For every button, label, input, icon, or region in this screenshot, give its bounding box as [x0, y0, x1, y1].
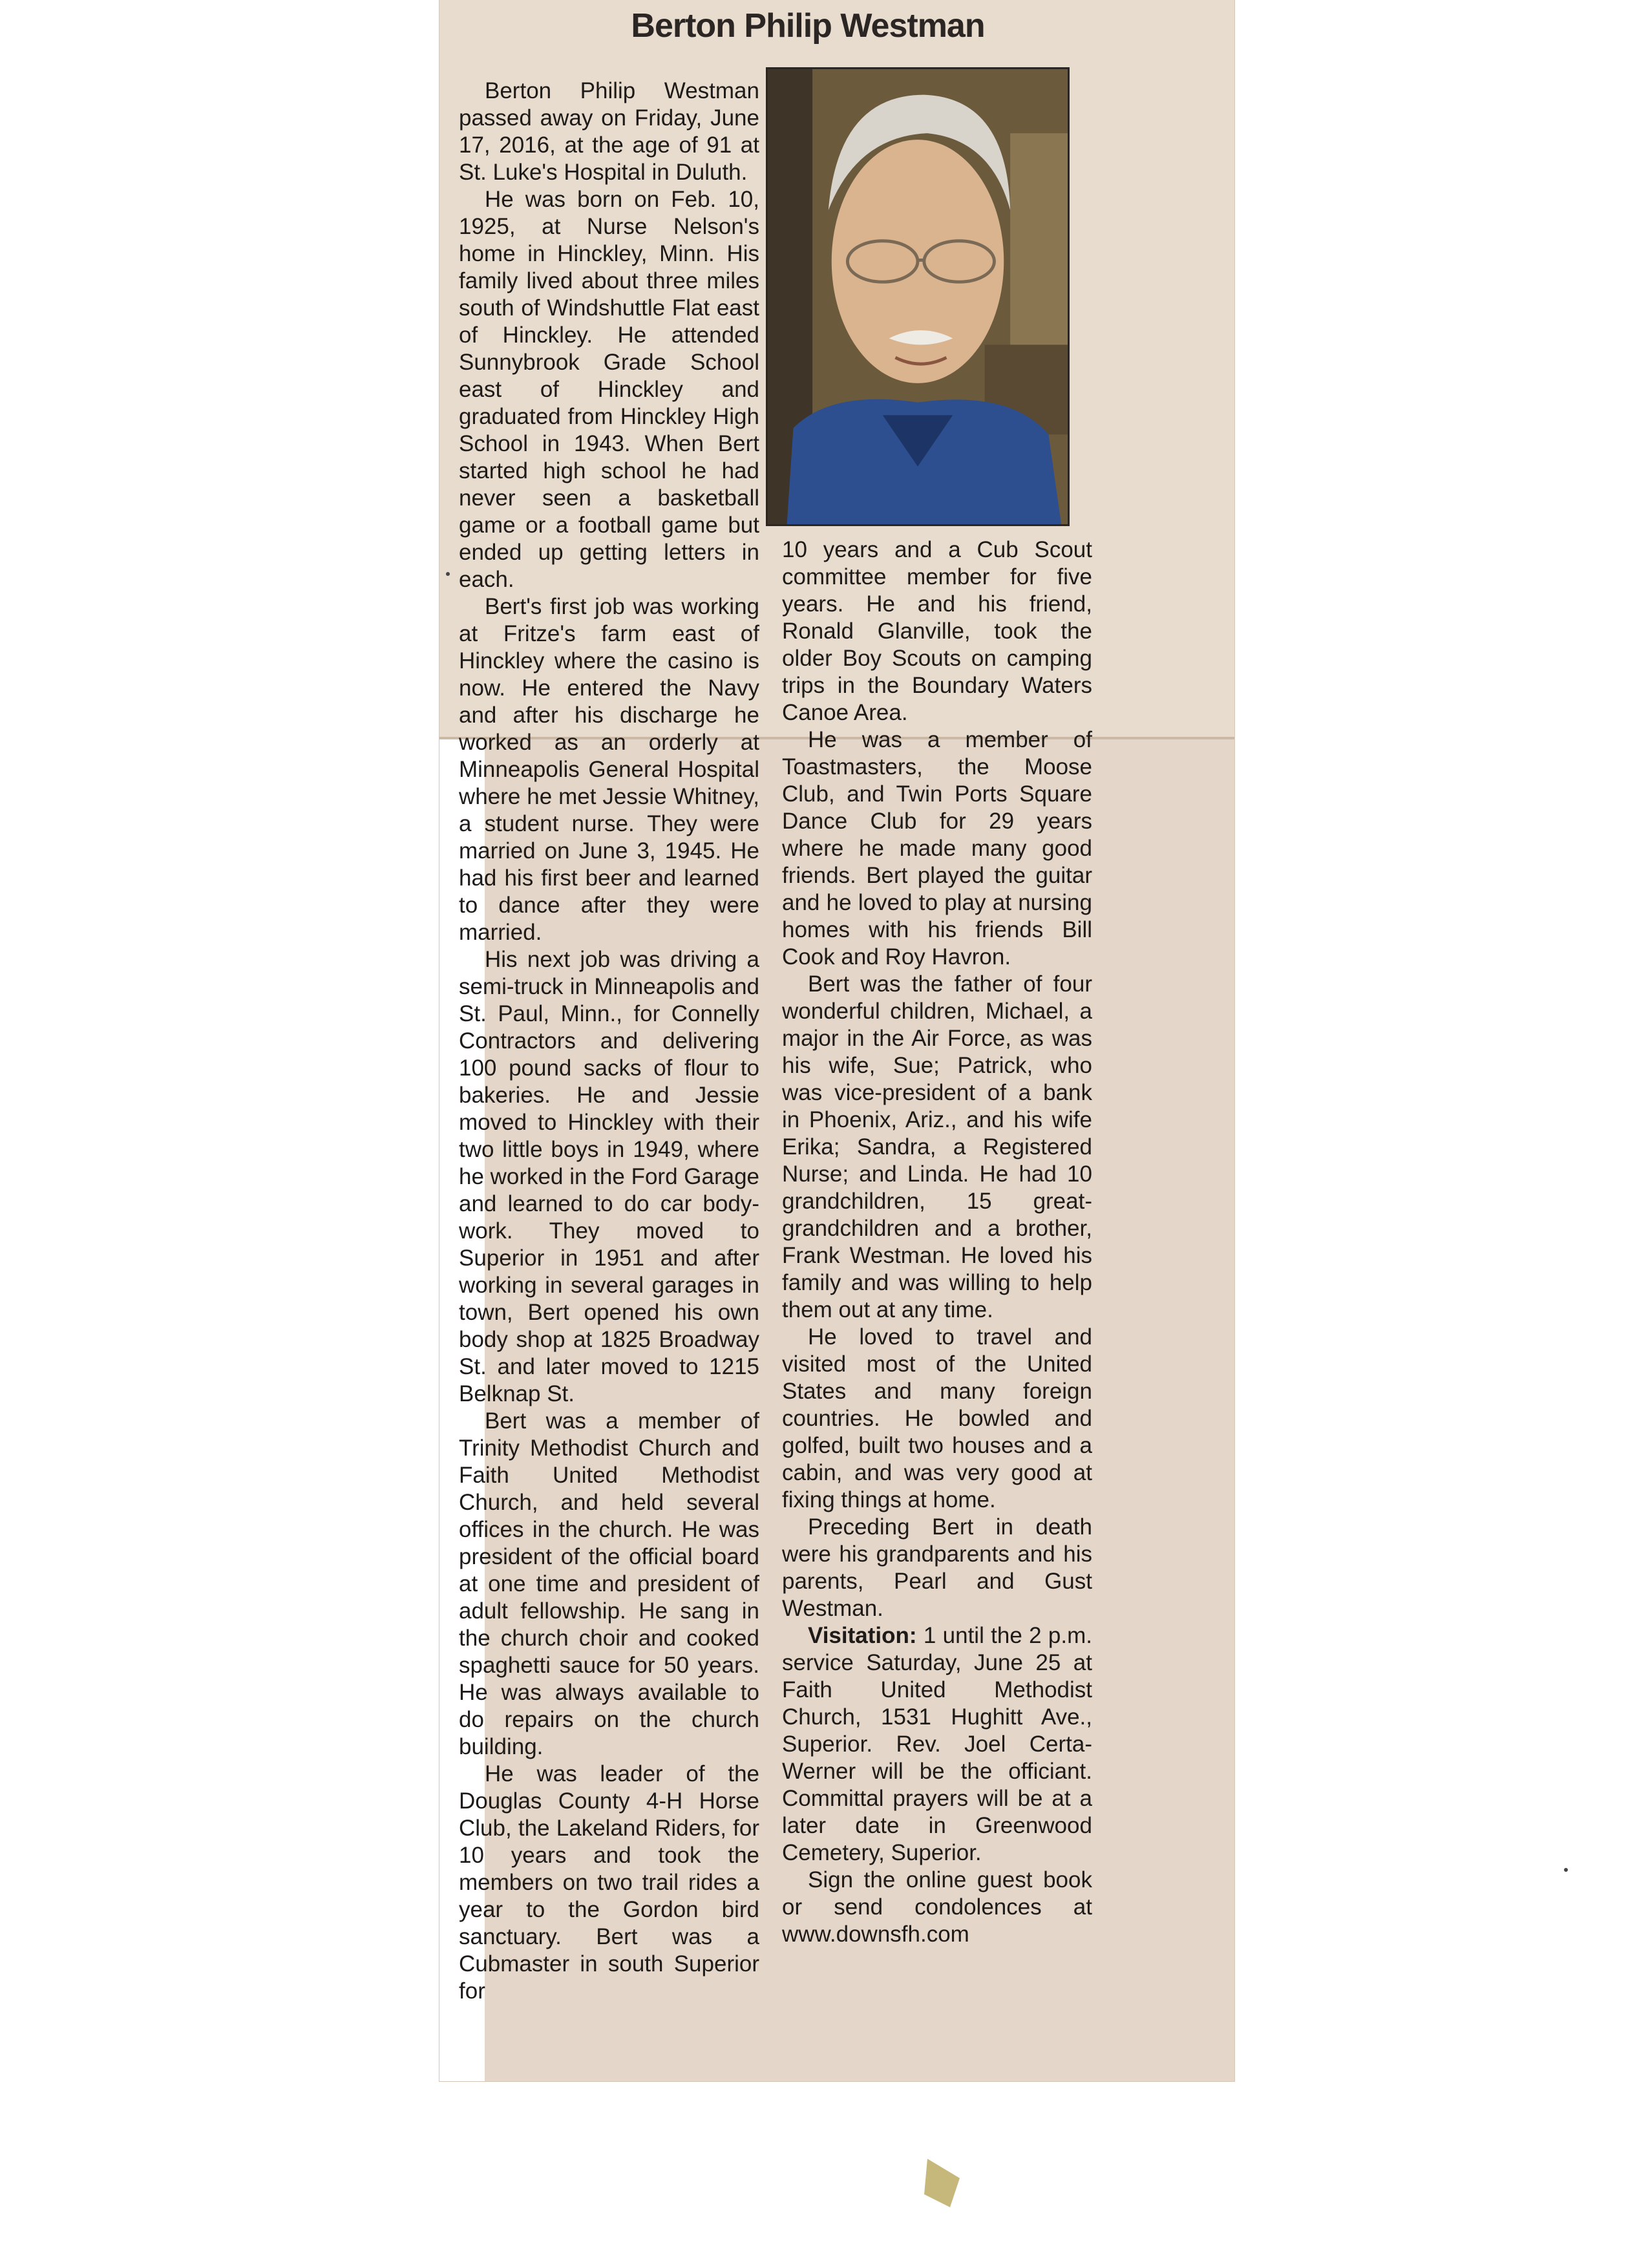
visitation-paragraph: [782, 1622, 1092, 1867]
column-two: [782, 536, 1092, 1948]
paragraph: Bert's first job was working at Fritze's farm east of Hinckley where the casino is now. He entered the Navy and after his discharge he worked as an orderly at Minneapolis General Hospital where he met Jessie Whitney, a student nurse. They were married on June 3, 1945. He had his first beer and learned to dance after they were married.: [459, 594, 759, 945]
paragraph: Sign the online guest book or send condolences at www.downsfh.com: [782, 1867, 1092, 1947]
portrait-image: [768, 69, 1068, 524]
paragraph: 10 years and a Cub Scout committee member for five years. He and his friend, Ronald Glanville, took the older Boy Scouts on camping trips in the Boundary Waters Canoe Area.: [782, 537, 1092, 725]
speck: [1564, 1868, 1568, 1872]
portrait-photo: [766, 67, 1070, 526]
paragraph: He was born on Feb. 10, 1925, at Nurse Nelson's home in Hinckley, Minn. His family lived about three miles south of Windshuttle Flat east of Hinckley. He attended Sunnybrook Grade School east of Hinckley and graduated from Hinckley High School in 1943. When Bert started high school he had never seen a basketball game or a football game but ended up getting letters in each.: [459, 187, 759, 592]
paragraph: He was a member of Toastmasters, the Moose Club, and Twin Ports Square Dance Club for 29 years where he made many good friends. Bert played the guitar and he loved to play at nursing homes with his friends Bill Cook and Roy Havron.: [782, 727, 1092, 970]
paragraph: Berton Philip Westman passed away on Friday, June 17, 2016, at the age of 91 at St. Luke's Hospital in Duluth.: [459, 78, 759, 185]
paragraph: Bert was a member of Trinity Methodist Church and Faith United Methodist Church, and held several offices in the church. He was president of the official board at one time and president of adult fellowship. He sang in the church choir and cooked spaghetti sauce for 50 years. He was always available to do repairs on the church building.: [459, 1408, 759, 1759]
visitation-text: 1 until the 2 p.m. service Saturday, June 25 at Faith United Methodist Church, 1531 Hughitt Ave., Superior. Rev. Joel Certa-Werner will be the officiant. Committal prayers will be at a later date in Greenwood Cemetery, Superior.: [782, 1623, 1092, 1865]
paragraph: His next job was driving a semi-truck in Minneapolis and St. Paul, Minn., for Connelly Contractors and delivering 100 pound sacks of flour to bakeries. He and Jessie moved to Hinckley with their two little boys in 1949, where he worked in the Ford Garage and learned to do car body-work. They moved to Superior in 1951 and after working in several garages in town, Bert opened his own body shop at 1825 Broadway St. and later moved to 1215 Belknap St.: [459, 947, 759, 1406]
paragraph: Preceding Bert in death were his grandparents and his parents, Pearl and Gust Westman.: [782, 1514, 1092, 1621]
newspaper-clipping: [439, 0, 1234, 2081]
paragraph: Bert was the father of four wonderful children, Michael, a major in the Air Force, as was his wife, Sue; Patrick, who was vice-president of a bank in Phoenix, Ariz., and his wife Erika; Sandra, a Registered Nurse; and Linda. He had 10 grandchildren, 15 great-grandchildren and a brother, Frank Westman. He loved his family and was willing to help them out at any time.: [782, 971, 1092, 1322]
debris-fleck: [921, 2156, 966, 2210]
speck: [446, 572, 450, 576]
paragraph: He loved to travel and visited most of the United States and many foreign countries. He bowled and golfed, built two houses and a cabin, and was very good at fixing things at home.: [782, 1324, 1092, 1512]
obituary-title: Berton Philip Westman: [631, 7, 985, 45]
column-one-upper: [459, 78, 759, 2005]
paragraph: He was leader of the Douglas County 4-H Horse Club, the Lakeland Riders, for 10 years and took the members on two trail rides a year to the Gordon bird sanctuary. Bert was a Cubmaster in south Superior for: [459, 1761, 759, 2004]
visitation-label: Visitation:: [808, 1623, 917, 1648]
